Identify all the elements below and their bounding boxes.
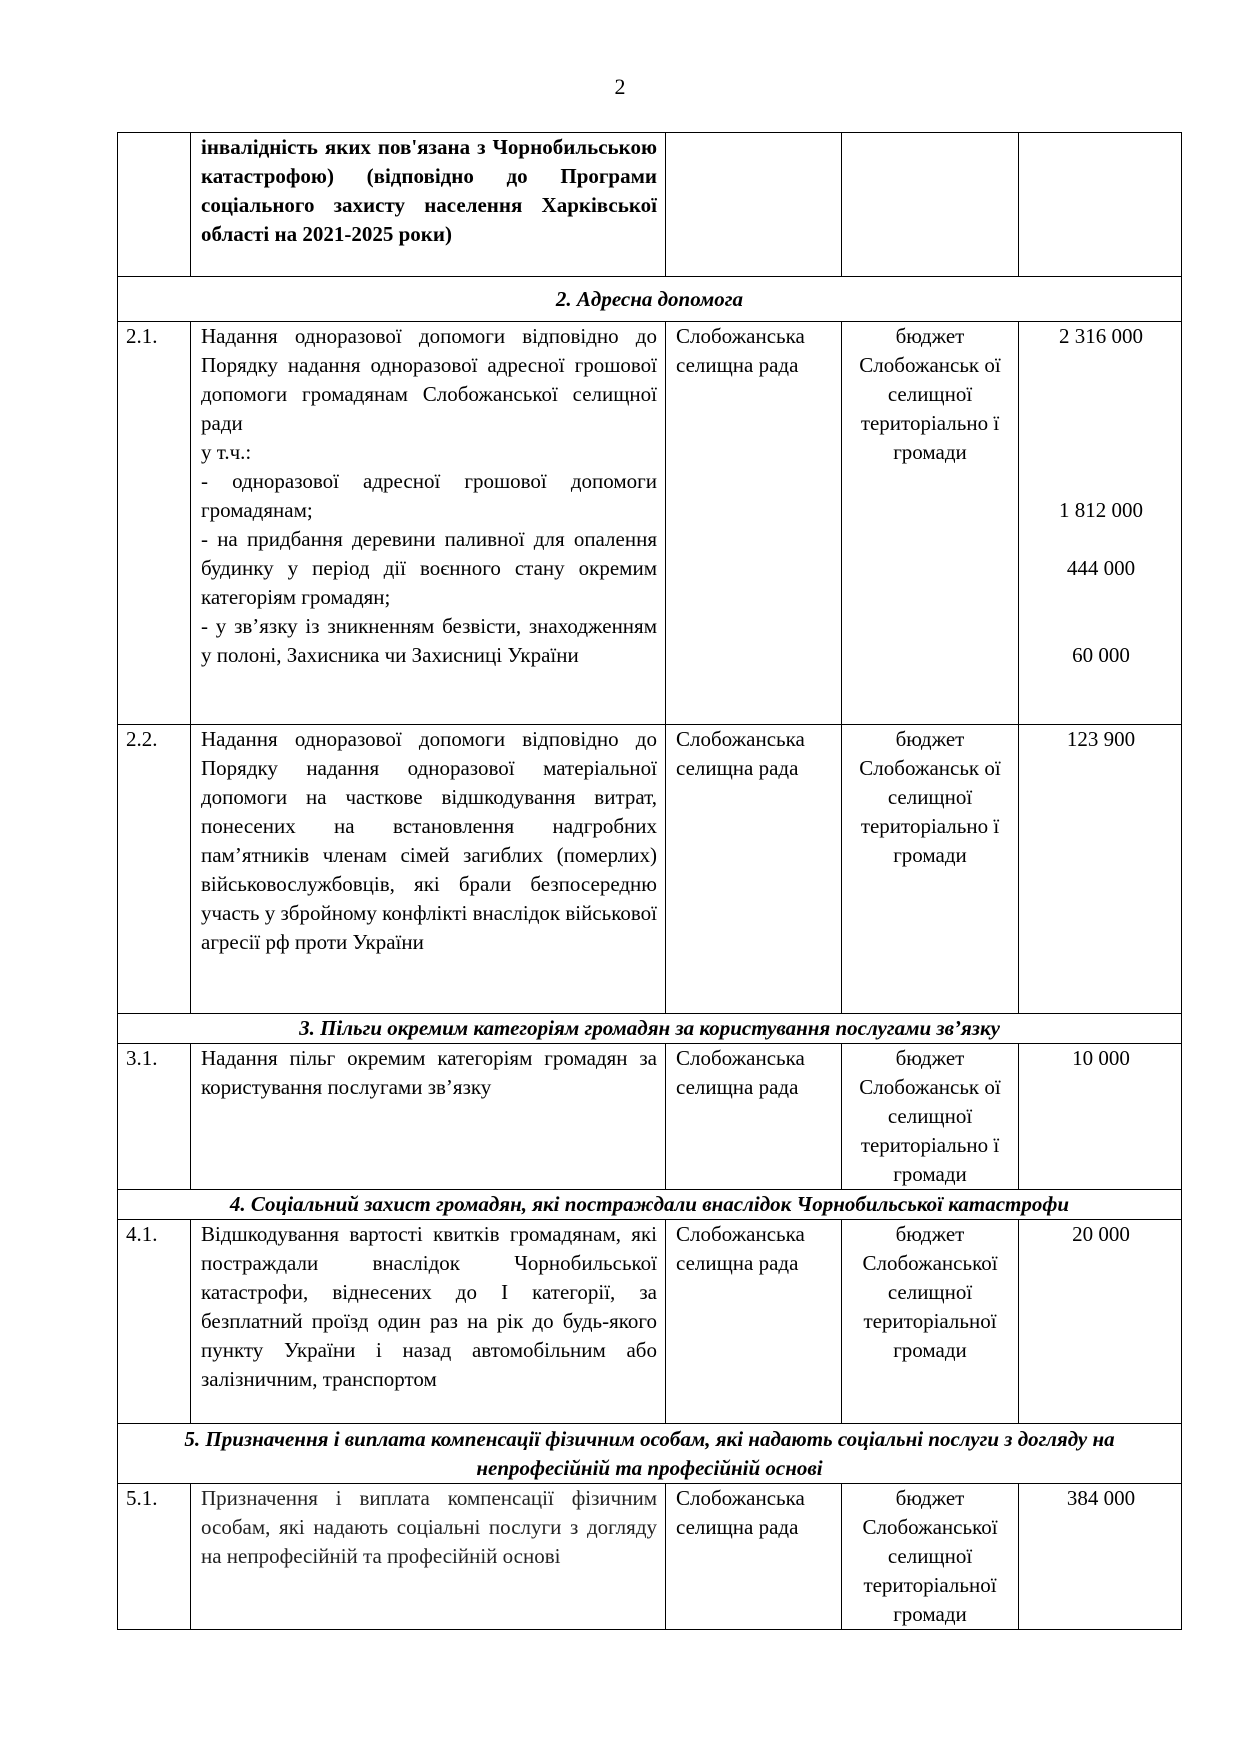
row-sub-item: - у зв’язку із зникненням безвісти, знаходженням у полоні, Захисника чи Захисниці України [201,614,657,667]
row-description: Надання одноразової допомоги відповідно до Порядку надання одноразової адресної грошової допомоги громадянам Слобожанської селищної ради [201,324,657,435]
row-funding-source: бюджет Слобожанськ ої селищної територіально ї громади [842,725,1019,1014]
row-number: 4.1. [118,1220,191,1424]
row-description: Надання одноразової допомоги відповідно до Порядку надання одноразової матеріальної допомоги на часткове відшкодування витрат, понесених на встановлення надгробних пам’ятників членам сімей загиблих (померлих) військовослужбовців, які брали безпосередню участь у збройному конфлікті внаслідок військової агресії рф проти України [191,725,666,1014]
section-header: 5. Призначення і виплата компенсації фізичним особам, які надають соціальні послуги з догляду на непрофесійній та професійній основі [118,1424,1182,1484]
table-row [118,133,1182,277]
row-number: 3.1. [118,1044,191,1190]
table-row [118,1044,1182,1190]
row-description: Відшкодування вартості квитків громадянам, які постраждали внаслідок Чорнобильської катастрофи, віднесених до І категорії, за безплатний проїзд один раз на рік до будь-якого пункту України і назад автомобільним або залізничним, транспортом [191,1220,666,1424]
table-row [118,322,1182,725]
row-description: Призначення і виплата компенсації фізичним особам, які надають соціальні послуги з догляду на непрофесійній та професійній основі [191,1484,666,1630]
section-header: 2. Адресна допомога [118,277,1182,322]
row-sum: 384 000 [1019,1484,1182,1630]
row-funding-source: бюджет Слобожанськ ої селищної територіально ї громади [842,1044,1019,1190]
row-number: 5.1. [118,1484,191,1630]
row-executor: Слобожанська селищна рада [666,1484,842,1630]
row-funding-source: бюджет Слобожанськ ої селищної територіально ї громади [842,322,1019,725]
row-sum: 10 000 [1019,1044,1182,1190]
row-description: інвалідність яких пов'язана з Чорнобильською катастрофою) (відповідно до Програми соціального захисту населення Харківської області на 2021-2025 роки) [191,133,666,277]
row-executor: Слобожанська селищна рада [666,1220,842,1424]
row-funding-source: бюджет Слобожанської селищної територіальної громади [842,1484,1019,1630]
row-sum: 20 000 [1019,1220,1182,1424]
table-row [118,1484,1182,1630]
program-measures-table [117,132,1182,1630]
page-number: 2 [614,74,626,99]
row-description: Надання пільг окремим категоріям громадян за користування послугами зв’язку [191,1044,666,1190]
row-sub-item: - на придбання деревини паливної для опалення будинку у період дії воєнного стану окремим категоріям громадян; [201,527,657,609]
row-sub-sum: 1 812 000 [1059,498,1143,522]
row-number: 2.2. [118,725,191,1014]
row-sum: 123 900 [1019,725,1182,1014]
row-sum: 2 316 000 [1059,324,1143,348]
row-executor: Слобожанська селищна рада [666,1044,842,1190]
table-row [118,725,1182,1014]
table-row [118,1220,1182,1424]
row-number: 2.1. [118,322,191,725]
row-executor: Слобожанська селищна рада [666,322,842,725]
row-sub-sum: 444 000 [1066,556,1136,580]
row-sub-sum: 60 000 [1072,643,1130,667]
row-funding-source: бюджет Слобожанської селищної територіальної громади [842,1220,1019,1424]
row-sub-item: - одноразової адресної грошової допомоги громадянам; [201,469,657,522]
row-executor: Слобожанська селищна рада [666,725,842,1014]
section-header: 4. Соціальний захист громадян, які постраждали внаслідок Чорнобильської катастрофи [118,1190,1182,1220]
row-including: у т.ч.: [201,440,252,464]
section-header: 3. Пільги окремим категоріям громадян за користування послугами зв’язку [118,1014,1182,1044]
